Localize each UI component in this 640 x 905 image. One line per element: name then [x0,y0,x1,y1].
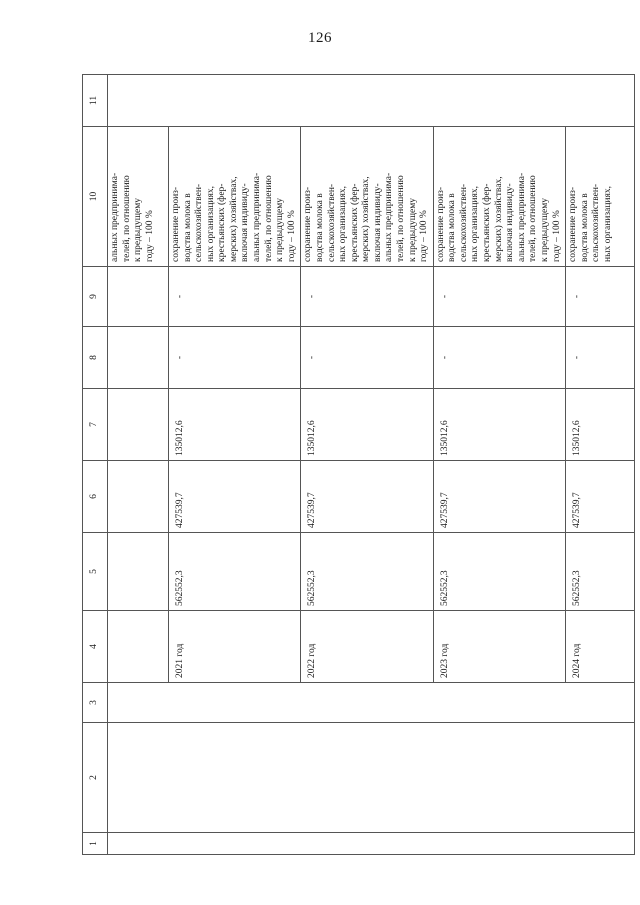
value-col-8: - [301,327,433,389]
col-header-7: 7 [83,389,108,461]
year-cell: 2021 год [169,611,301,683]
cell-empty [108,611,169,683]
value-col-7: 135012,6 [566,389,635,461]
value-col-5: 562552,3 [301,533,433,611]
rotated-table-container [82,75,613,855]
column-number-row [83,75,108,855]
cell-col-1 [108,833,635,855]
continuation-text: альных предпринима- телей, по отношению к предыдущему году – 100 % [108,127,169,267]
col-header-3: 3 [83,683,108,723]
value-col-9: - [433,267,565,327]
value-col-7: 135012,6 [169,389,301,461]
value-col-8: - [566,327,635,389]
col-header-2: 2 [83,723,108,833]
indicator-text: сохранение произ- водства молока в сельскохозяйствен- ных организациях, крестьянских (фер- мерских) хозяйствах, включая индивиду- альных предпринима- телей, по отношению к предыдущему году – 100 % [169,127,301,267]
year-cell: 2023 год [433,611,565,683]
col-header-4: 4 [83,611,108,683]
year-cell: 2022 год [301,611,433,683]
year-cell: 2024 год [566,611,635,683]
value-col-5: 562552,3 [566,533,635,611]
col-header-9: 9 [83,267,108,327]
value-col-5: 562552,3 [169,533,301,611]
cell-empty [108,533,169,611]
cell-empty [108,267,169,327]
cell-empty [108,461,169,533]
cell-col-3 [108,683,635,723]
col-header-10: 10 [83,127,108,267]
value-col-8: - [169,327,301,389]
cell-empty [108,327,169,389]
value-col-6: 427539,7 [566,461,635,533]
cell-empty [108,389,169,461]
value-col-9: - [301,267,433,327]
col-header-1: 1 [83,833,108,855]
col-header-11: 11 [83,75,108,127]
indicator-text: сохранение произ- водства молока в сельскохозяйствен- ных организациях, крестьянских (фер- мерских) хозяйствах, включая индивиду- альных предпринима- телей, по отношению к предыдущему году – 100 % [433,127,565,267]
indicator-text: сохранение произ- водства молока в сельскохозяйствен- ных организациях, [566,127,635,267]
value-col-6: 427539,7 [433,461,565,533]
col-header-5: 5 [83,533,108,611]
value-col-7: 135012,6 [433,389,565,461]
value-col-6: 427539,7 [169,461,301,533]
page-number: 126 [308,30,332,46]
indicator-text: сохранение произ- водства молока в сельскохозяйствен- ных организациях, крестьянских (фер- мерских) хозяйствах, включая индивиду- альных предпринима- телей, по отношению к предыдущему году – 100 % [301,127,433,267]
col-header-8: 8 [83,327,108,389]
value-col-5: 562552,3 [433,533,565,611]
value-col-9: - [566,267,635,327]
value-col-9: - [169,267,301,327]
program-table [82,74,635,855]
value-col-7: 135012,6 [301,389,433,461]
cell-col-11 [108,75,635,127]
continuation-row [108,75,169,855]
value-col-6: 427539,7 [301,461,433,533]
value-col-8: - [433,327,565,389]
cell-col-2 [108,723,635,833]
col-header-6: 6 [83,461,108,533]
